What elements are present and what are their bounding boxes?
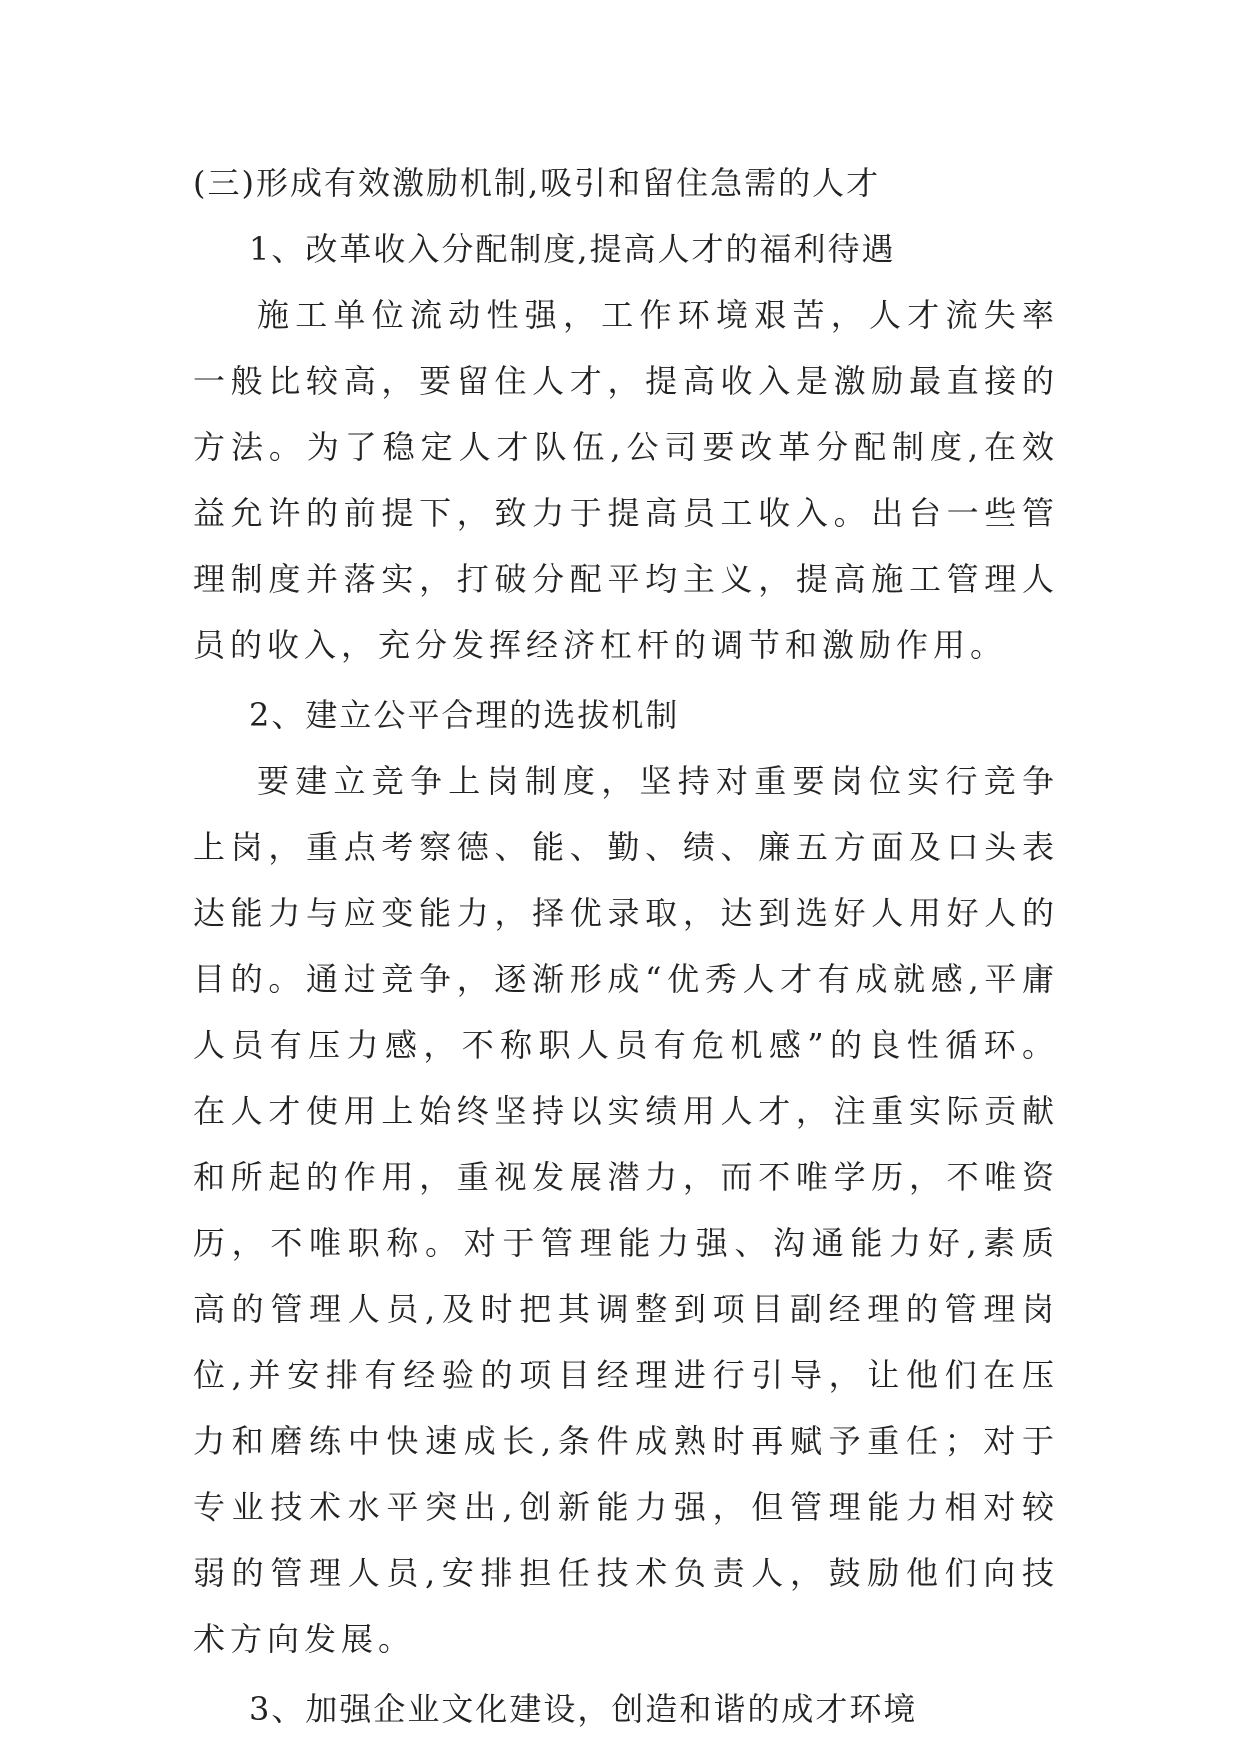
subsection-heading-2: 2、建立公平合理的选拔机制	[249, 696, 680, 734]
section-heading: (三)形成有效激励机制,吸引和留住急需的人才	[193, 164, 881, 202]
document-body	[193, 150, 1059, 1742]
paragraph-1: 施工单位流动性强，工作环境艰苦，人才流失率一般比较高，要留住人才，提高收入是激励最直接的方法。为了稳定人才队伍,公司要改革分配制度,在效益允许的前提下，致力于提高员工收入。出台一些管理制度并落实，打破分配平均主义，提高施工管理人员的收入，充分发挥经济杠杆的调节和激励作用。	[193, 296, 1059, 664]
subsection-heading-1: 1、改革收入分配制度,提高人才的福利待遇	[249, 230, 896, 268]
paragraph-2: 要建立竞争上岗制度，坚持对重要岗位实行竞争上岗，重点考察德、能、勤、绩、廉五方面及口头表达能力与应变能力，择优录取，达到选好人用好人的目的。通过竞争，逐渐形成“优秀人才有成就感,平庸人员有压力感，不称职人员有危机感”的良性循环。在人才使用上始终坚持以实绩用人才，注重实际贡献和所起的作用，重视发展潜力，而不唯学历，不唯资历，不唯职称。对于管理能力强、沟通能力好,素质高的管理人员,及时把其调整到项目副经理的管理岗位,并安排有经验的项目经理进行引导，让他们在压力和磨练中快速成长,条件成熟时再赋予重任；对于专业技术水平突出,创新能力强，但管理能力相对较弱的管理人员,安排担任技术负责人，鼓励他们向技术方向发展。	[193, 762, 1059, 1658]
subsection-heading-3: 3、加强企业文化建设，创造和谐的成才环境	[249, 1690, 918, 1728]
